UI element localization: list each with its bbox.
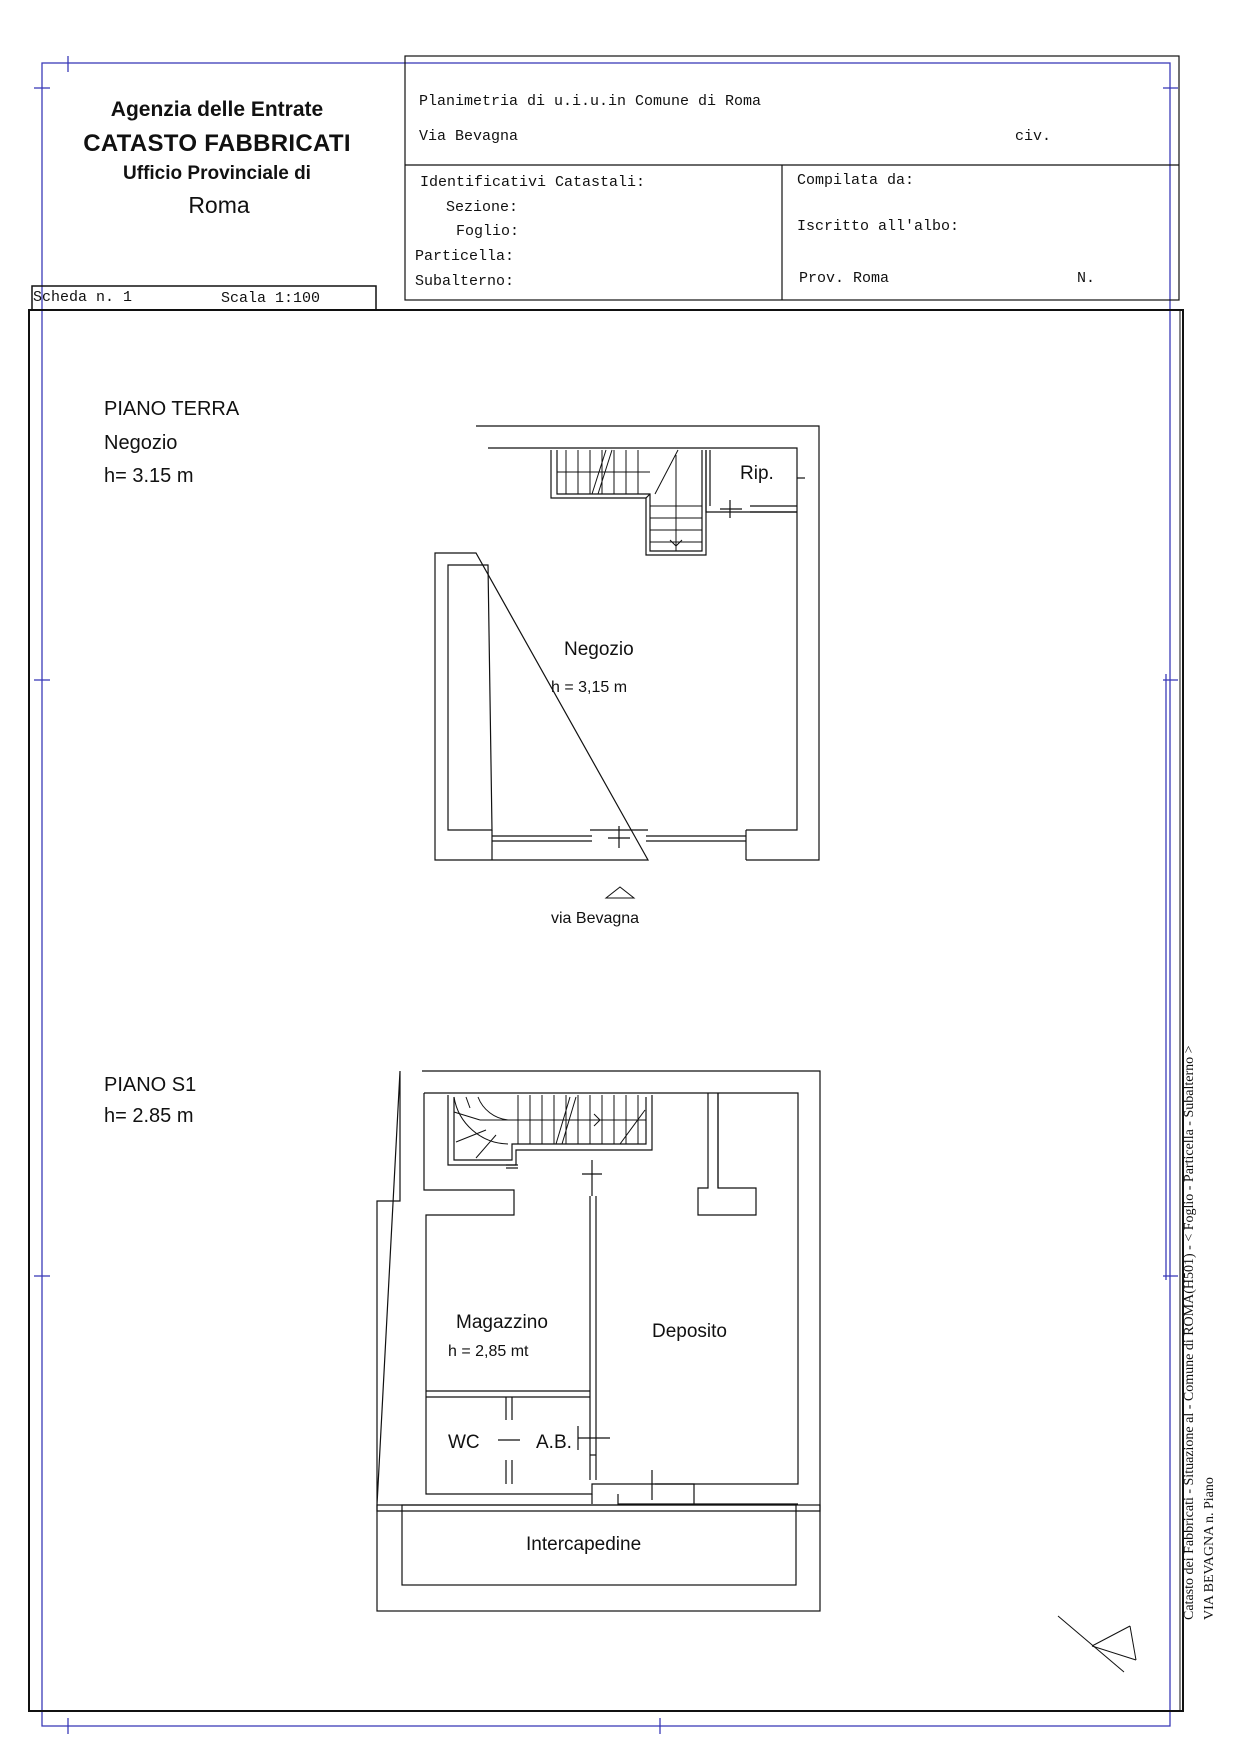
particella-label: Particella:	[415, 248, 515, 265]
ground-floor-height: h= 3.15 m	[104, 465, 194, 487]
basement-plan	[377, 1071, 1136, 1672]
outer-frame	[34, 56, 1178, 1734]
ground-floor-plan	[435, 426, 819, 898]
iscritto-label: Iscritto all'albo:	[797, 218, 960, 235]
ufficio-label: Ufficio Provinciale di	[123, 163, 311, 184]
civ-label: civ.	[1015, 128, 1052, 145]
basement-title: PIANO S1	[104, 1074, 197, 1096]
scheda-label: Scheda n. 1	[33, 289, 133, 306]
basement-height: h= 2.85 m	[104, 1105, 194, 1127]
scala-label: Scala 1:100	[221, 290, 321, 307]
street-entrance-label: via Bevagna	[551, 910, 640, 927]
ground-floor-title: PIANO TERRA	[104, 398, 240, 420]
room-deposito: Deposito	[652, 1321, 727, 1342]
prov-label: Prov. Roma	[799, 270, 890, 287]
city-name: Roma	[188, 192, 250, 218]
catasto-title: CATASTO FABBRICATI	[83, 130, 351, 157]
sezione-label: Sezione:	[446, 199, 519, 216]
agency-name: Agenzia delle Entrate	[110, 98, 324, 121]
foglio-label: Foglio:	[456, 223, 520, 240]
street-label: Via Bevagna	[419, 128, 519, 145]
room-ab: A.B.	[536, 1432, 572, 1453]
room-rip: Rip.	[740, 463, 774, 484]
side-caption-line2: VIA BEVAGNA n. Piano	[1202, 1477, 1217, 1620]
identificativi-label: Identificativi Catastali:	[420, 174, 646, 191]
side-caption	[1180, 1045, 1220, 1620]
room-negozio-height: h = 3,15 m	[551, 679, 628, 696]
n-label: N.	[1077, 270, 1096, 287]
room-magazzino-height: h = 2,85 mt	[448, 1343, 529, 1360]
room-intercapedine: Intercapedine	[526, 1534, 642, 1555]
side-caption-line1: Catasto dei Fabbricati - Situazione al - Comune di ROMA(H501) - < Foglio - Particella - Subalterno >	[1182, 1045, 1197, 1620]
ground-floor-use: Negozio	[104, 432, 178, 454]
compilata-label: Compilata da:	[797, 172, 915, 189]
sheet-frame	[29, 310, 1183, 1711]
subalterno-label: Subalterno:	[415, 273, 515, 290]
planimetria-label: Planimetria di u.i.u.in Comune di Roma	[419, 93, 762, 110]
room-magazzino: Magazzino	[456, 1312, 548, 1333]
room-wc: WC	[448, 1432, 480, 1453]
room-negozio: Negozio	[564, 639, 634, 660]
